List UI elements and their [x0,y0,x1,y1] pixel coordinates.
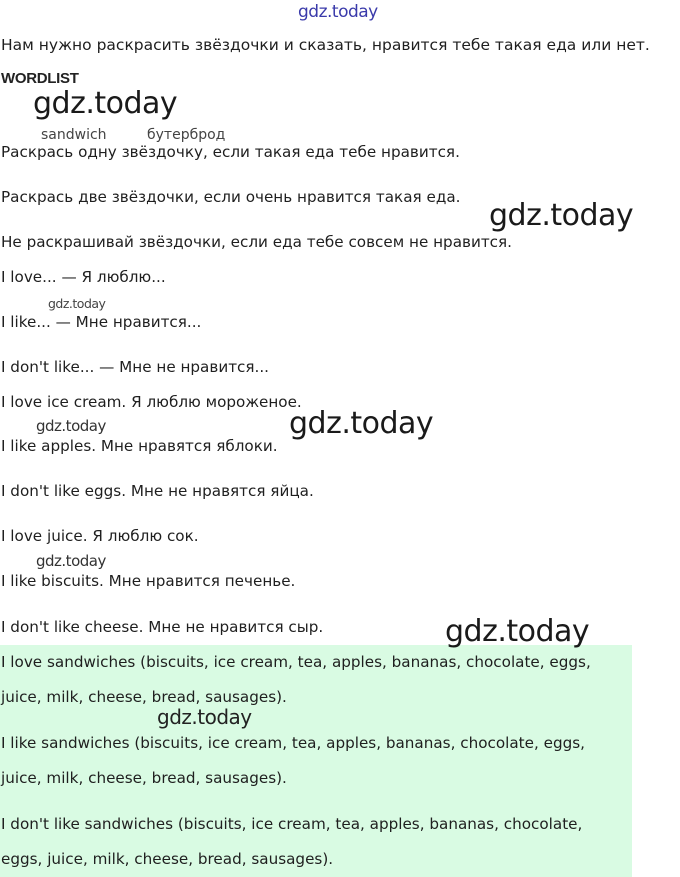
intro-text: Нам нужно раскрасить звёздочки и сказать, нравится тебе такая еда или нет. [1,36,650,54]
phrase-line: I like... — Мне нравится... [1,313,202,331]
watermark: gdz.today [157,705,252,729]
wordlist-word-en: sandwich [41,127,107,143]
rule-line: Раскрась одну звёздочку, если такая еда тебе нравится. [1,143,460,161]
phrase-line: I don't like... — Мне не нравится... [1,358,270,376]
answer-line: I love sandwiches (biscuits, ice cream, tea, apples, bananas, chocolate, eggs, [1,653,591,671]
rule-line: Раскрась две звёздочки, если очень нравится такая еда. [1,188,461,206]
watermark: gdz.today [289,406,434,441]
rule-line: Не раскрашивай звёздочки, если еда тебе совсем не нравится. [1,233,512,251]
watermark-top: gdz.today [298,2,378,22]
example-line: I love ice cream. Я люблю мороженое. [1,393,302,411]
example-line: I love juice. Я люблю сок. [1,527,199,545]
wordlist-heading: WORDLIST [1,70,79,87]
answer-line: I don't like sandwiches (biscuits, ice cream, tea, apples, bananas, chocolate, [1,815,583,833]
example-line: I don't like eggs. Мне не нравятся яйца. [1,482,314,500]
watermark: gdz.today [36,552,106,570]
watermark: gdz.today [445,614,590,649]
watermark: gdz.today [48,296,106,311]
wordlist-word-ru: бутерброд [147,127,226,143]
answer-line: eggs, juice, milk, cheese, bread, sausages). [1,850,334,868]
answer-highlight-block [0,645,632,877]
example-line: I like apples. Мне нравятся яблоки. [1,437,278,455]
answer-line: juice, milk, cheese, bread, sausages). [1,688,287,706]
answer-line: I like sandwiches (biscuits, ice cream, tea, apples, bananas, chocolate, eggs, [1,734,585,752]
watermark: gdz.today [36,417,106,435]
example-line: I like biscuits. Мне нравится печенье. [1,572,296,590]
watermark: gdz.today [489,198,634,233]
answer-line: juice, milk, cheese, bread, sausages). [1,769,287,787]
example-line: I don't like cheese. Мне не нравится сыр. [1,618,324,636]
phrase-line: I love... — Я люблю... [1,268,166,286]
watermark: gdz.today [33,86,178,121]
